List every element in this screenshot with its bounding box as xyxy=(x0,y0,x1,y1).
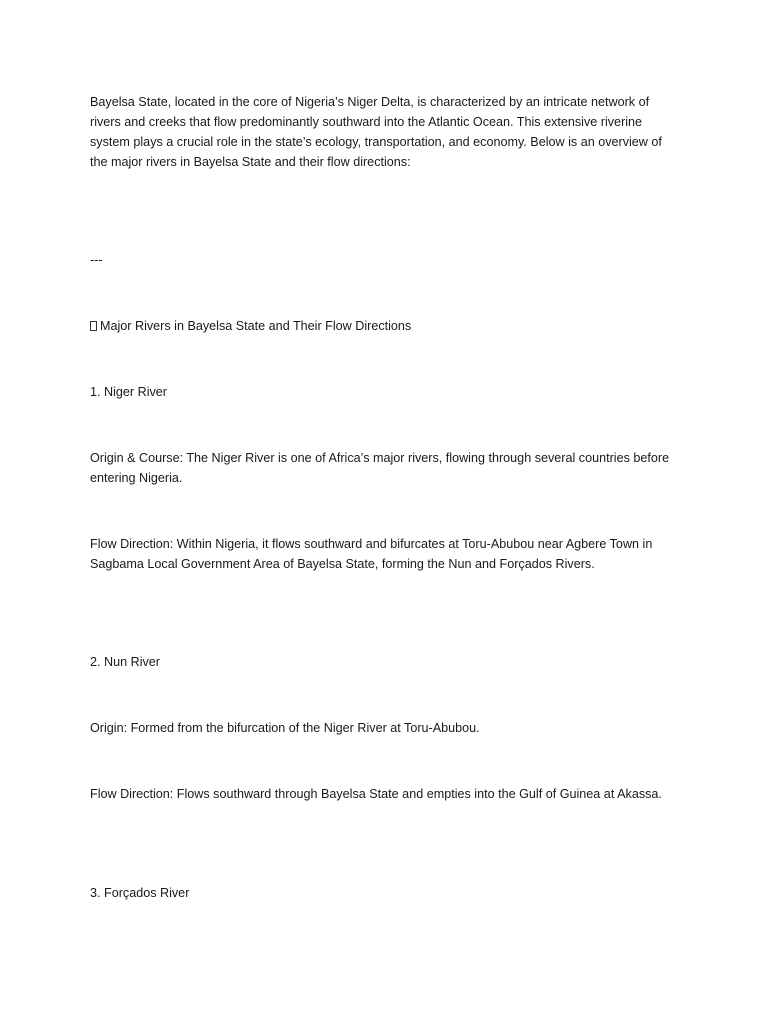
river-title-forcados: 3. Forçados River xyxy=(90,886,190,900)
missing-glyph-icon xyxy=(90,321,97,331)
intro-paragraph: Bayelsa State, located in the core of Nigeria’s Niger Delta, is characterized by an intricate network of rivers and creeks that flow predominantly southward into the Atlantic Ocean. This extensive riverine system plays a crucial role in the state’s ecology, transportation, and economy. Below is an overview of the major rivers in Bayelsa State and their flow directions: xyxy=(90,95,662,169)
section-heading-text: Major Rivers in Bayelsa State and Their Flow Directions xyxy=(100,319,412,333)
river-flow-niger: Flow Direction: Within Nigeria, it flows southward and bifurcates at Toru-Abubou near Agbere Town in Sagbama Local Government Area of Bayelsa State, forming the Nun and Forçados Rivers. xyxy=(90,537,653,571)
river-origin-niger: Origin & Course: The Niger River is one of Africa’s major rivers, flowing through several countries before entering Nigeria. xyxy=(90,451,670,485)
river-title-nun: 2. Nun River xyxy=(90,655,160,669)
river-title-niger: 1. Niger River xyxy=(90,385,167,399)
river-flow-nun: Flow Direction: Flows southward through Bayelsa State and empties into the Gulf of Guinea at Akassa. xyxy=(90,787,662,801)
separator-line: --- xyxy=(90,253,103,267)
river-origin-nun: Origin: Formed from the bifurcation of the Niger River at Toru-Abubou. xyxy=(90,721,480,735)
section-heading xyxy=(90,316,680,336)
